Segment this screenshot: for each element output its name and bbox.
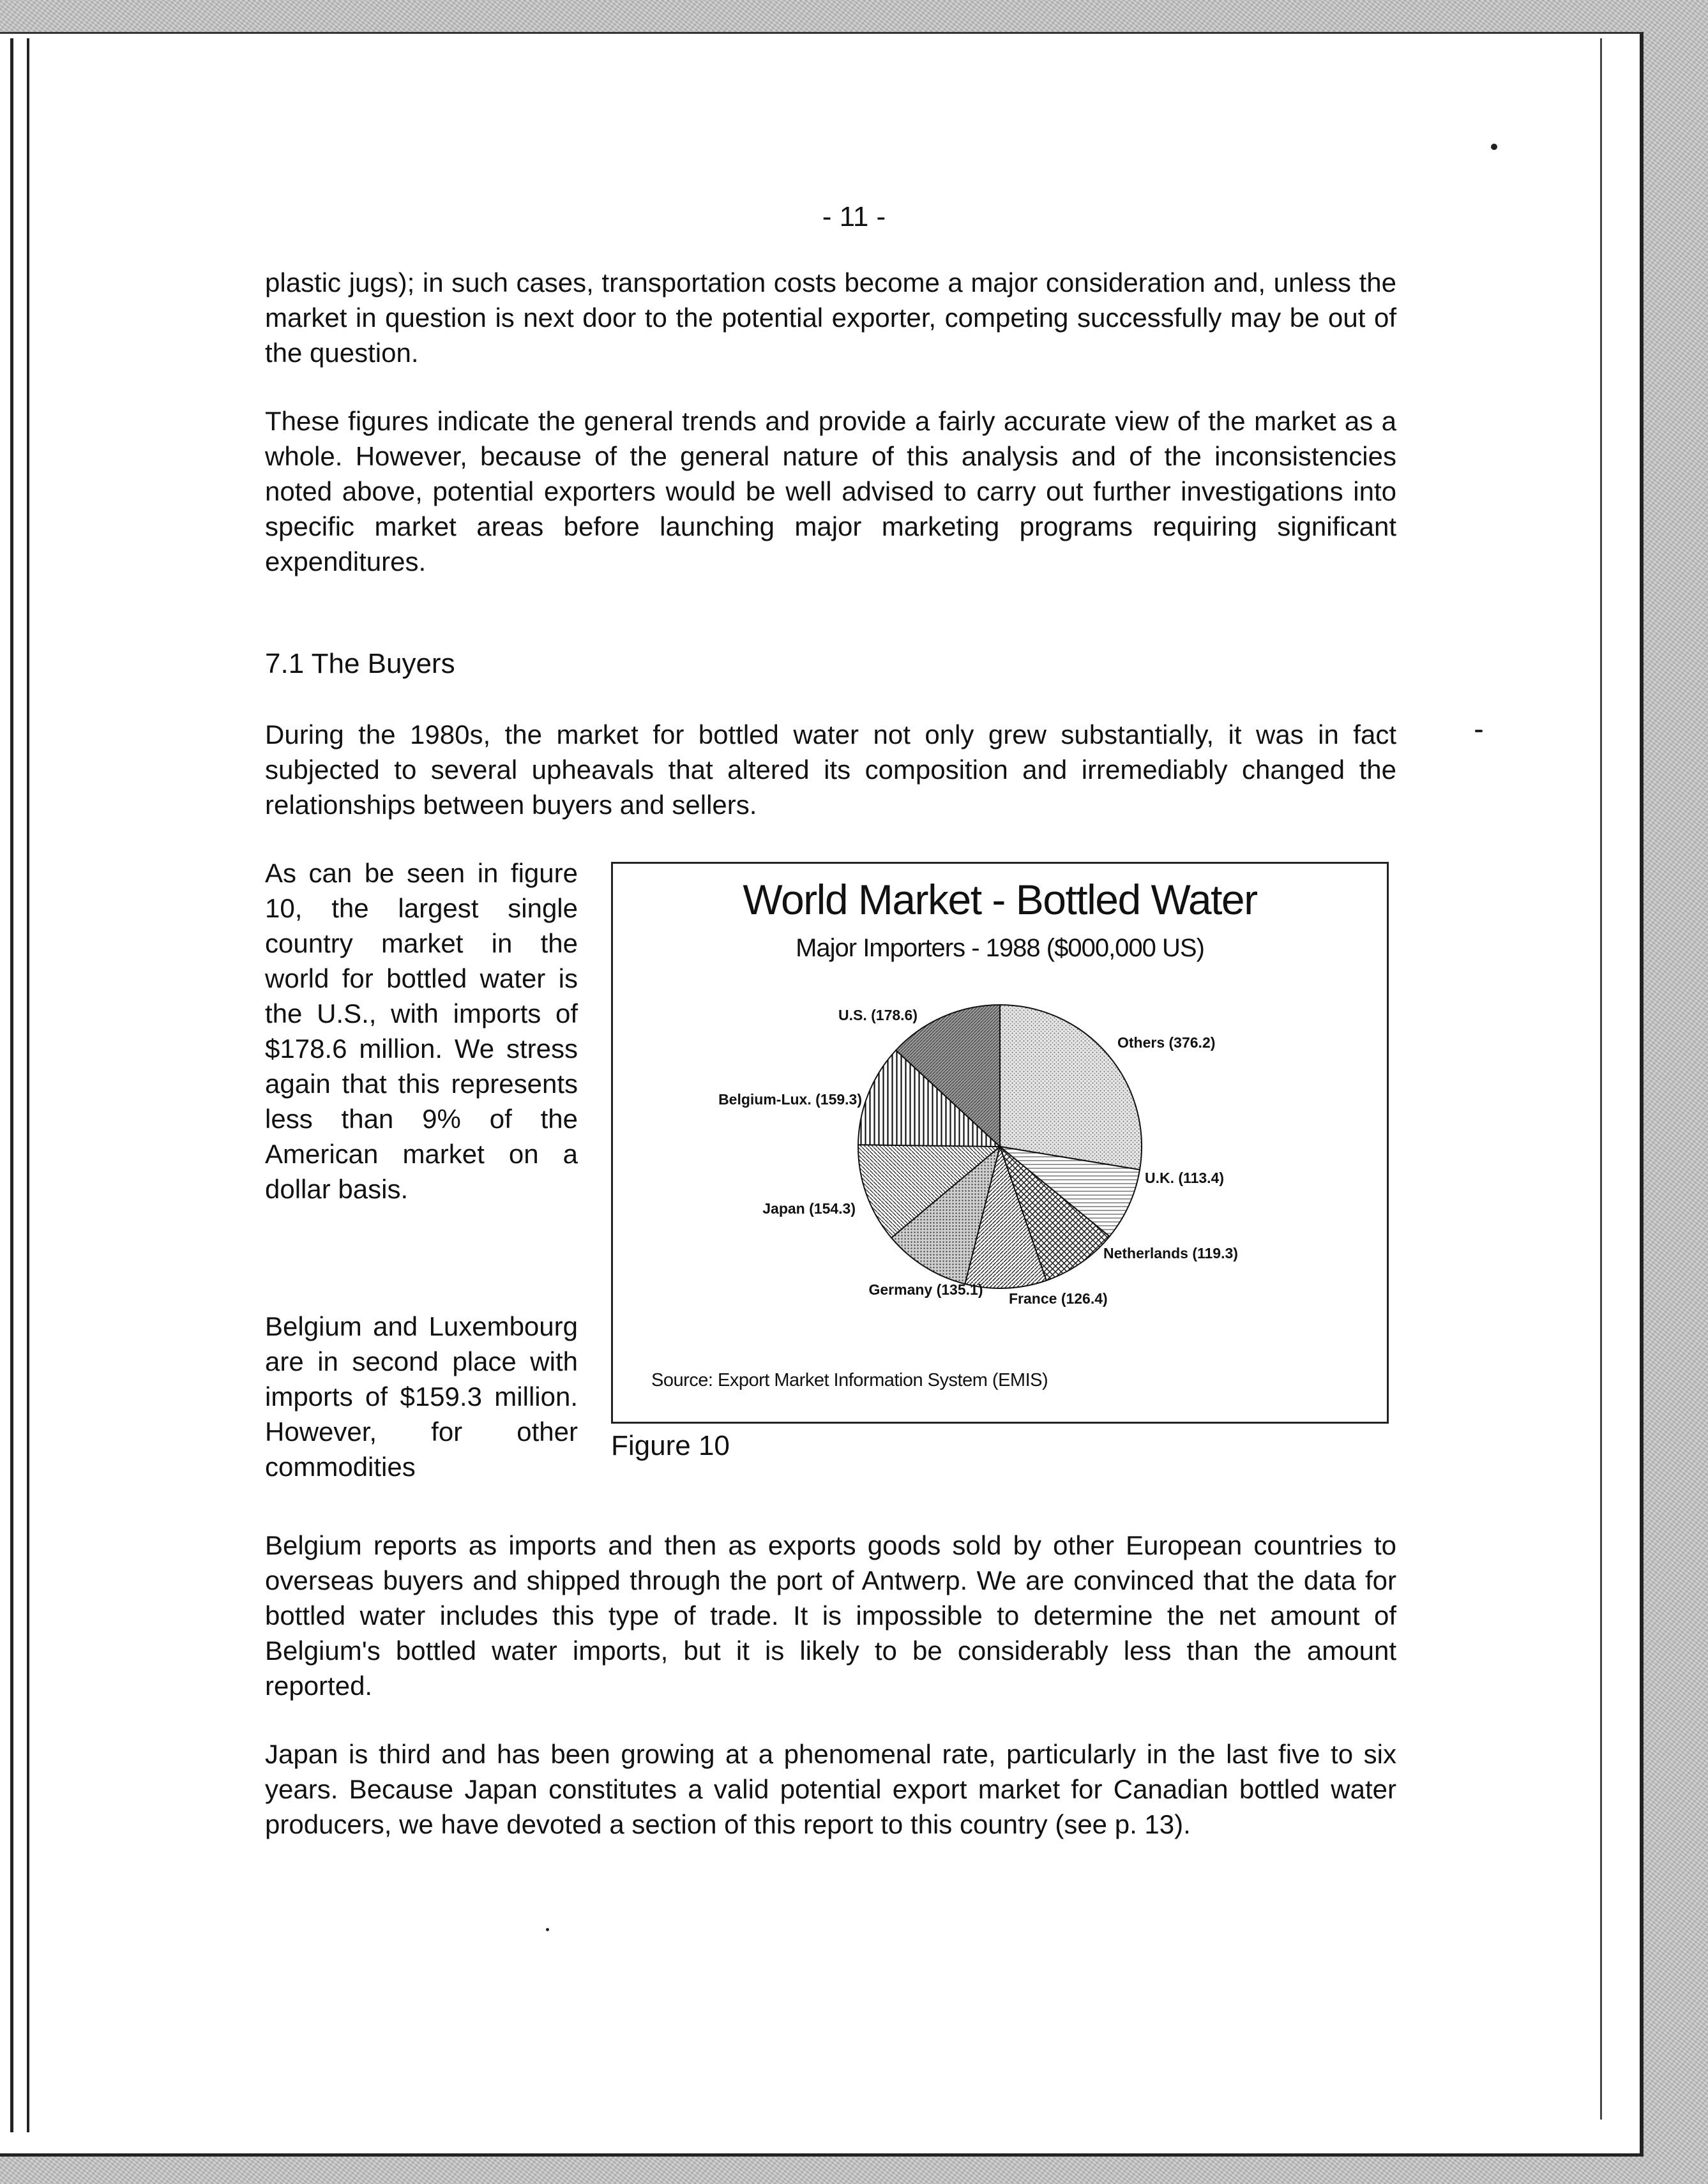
paragraph: Japan is third and has been growing at a phenomenal rate, particularly in the last five to six years. Because Japan constitutes a valid potential export market for Canadian bottled water producers, we have devoted a section of this report to this country (see p. 13).: [265, 1739, 1396, 1839]
paragraph: plastic jugs); in such cases, transportation costs become a major consideration and, unless the market in question is next door to the potential exporter, competing successfully may be out of the question.: [265, 267, 1396, 368]
chart-figure: [611, 862, 1389, 1424]
scan-speck: [546, 1928, 549, 1931]
pie-label: Belgium-Lux. (159.3): [718, 1091, 862, 1108]
figure-caption: Figure 10: [611, 1430, 730, 1461]
paragraph: During the 1980s, the market for bottled water not only grew substantially, it was in fact subjected to several upheavals that altered its composition and irremediably changed the relationships between buyers and sellers.: [265, 719, 1396, 820]
chart-source: Source: Export Market Information System (EMIS): [651, 1370, 1048, 1390]
page-edge-line: [1600, 38, 1602, 2120]
chart-title: World Market - Bottled Water: [743, 876, 1257, 923]
pie-label: U.K. (113.4): [1145, 1170, 1224, 1186]
section-heading: 7.1 The Buyers: [265, 648, 455, 679]
pie-label: Germany (135.1): [868, 1281, 983, 1298]
pie-label: Japan (154.3): [762, 1200, 856, 1217]
paragraph: Belgium and Luxembourg are in second place with imports of $159.3 million. However, for other commodities: [265, 1311, 578, 1482]
paragraph: As can be seen in figure 10, the largest single country market in the world for bottled water is the U.S., with imports of $178.6 million. We stress again that this represents less than 9% of the American market on a dollar basis.: [265, 858, 578, 1204]
pie-label: U.S. (178.6): [838, 1007, 918, 1023]
paragraph: These figures indicate the general trends and provide a fairly accurate view of the market as a whole. However, because of the general nature of this analysis and of the inconsistencies noted above, potential exporters would be well advised to carry out further investigations into specific market areas before launching major marketing programs requiring significant expenditures.: [265, 406, 1396, 576]
paragraph: Belgium reports as imports and then as exports goods sold by other European countries to overseas buyers and shipped through the port of Antwerp. We are convinced that the data for bottled water includes this type of trade. It is impossible to determine the net amount of Belgium's bottled water imports, but it is likely to be considerably less than the amount reported.: [265, 1530, 1396, 1701]
pie-label: France (126.4): [1009, 1290, 1108, 1307]
pie-chart: [613, 864, 1387, 1422]
page-number: - 11 -: [822, 201, 886, 232]
scan-speck: [1475, 730, 1483, 732]
scan-speck: [1491, 144, 1497, 150]
pie-label: Netherlands (119.3): [1103, 1245, 1238, 1261]
pie-slice-others: [1000, 1005, 1142, 1170]
binding-line: [10, 38, 13, 2132]
binding-line: [27, 38, 29, 2132]
chart-subtitle: Major Importers - 1988 ($000,000 US): [796, 934, 1204, 962]
pie-label: Others (376.2): [1117, 1034, 1216, 1051]
